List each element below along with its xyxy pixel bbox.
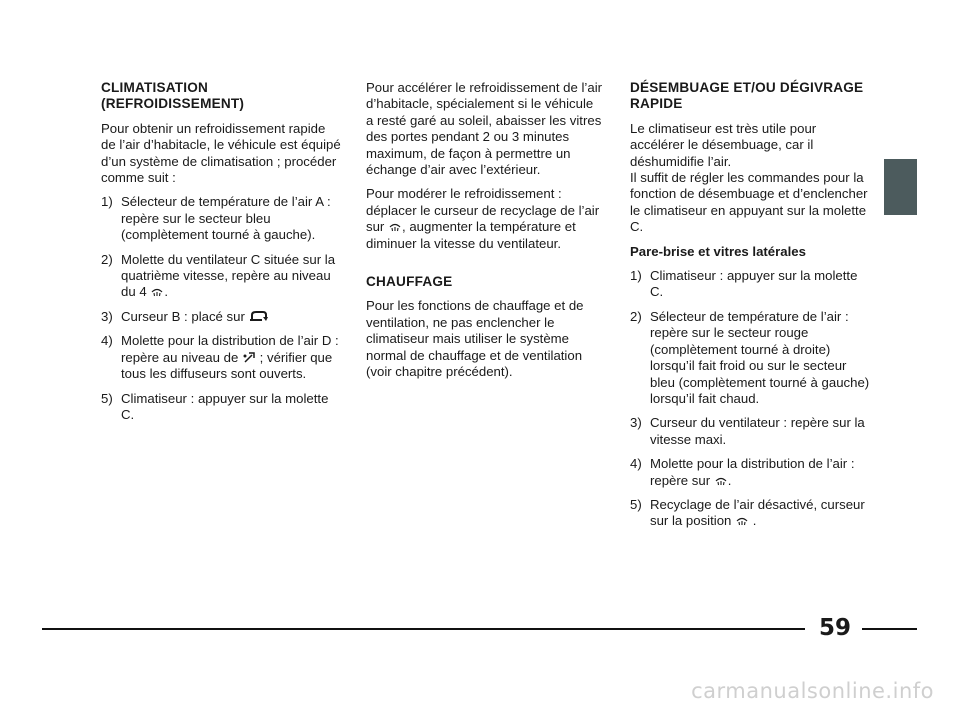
vent-direction-icon — [243, 352, 255, 363]
item-number: 5) — [630, 496, 642, 512]
paragraph-chauffage: Pour les fonctions de chauffage et de ventilation, ne pas enclencher le climatiseur mais utiliser le système normal de chauffage et de ventilation (voir chapitre précédent). — [366, 298, 584, 380]
paragraph-moderer — [366, 186, 602, 252]
item-text-part: Molette pour la distribution de l’air D : repère au niveau de — [121, 333, 339, 365]
list-item — [630, 497, 874, 530]
defrost-icon — [715, 475, 727, 486]
item-text-part: . — [164, 284, 169, 300]
list-item — [101, 309, 341, 325]
item-number: 4) — [101, 333, 113, 349]
footer-rule-right — [862, 628, 917, 630]
paragraph-intro-2: Il suffit de régler les commandes pour la fonction de désembuage et d’enclencher le climatiseur en appuyant sur la molette C. — [630, 170, 868, 235]
defrost-icon — [736, 515, 748, 526]
item-text-part: Molette pour la distribution de l’air : repère sur — [650, 456, 855, 488]
item-number: 1) — [630, 268, 642, 284]
heading-climatisation: CLIMATISATION (REFROIDISSEMENT) — [101, 80, 245, 112]
list-item — [101, 252, 341, 301]
item-text-part: Molette du ventilateur C située sur la quatrième vitesse, repère au niveau du 4 — [121, 251, 336, 300]
item-text — [650, 497, 874, 530]
paragraph-intro: Le climatiseur est très utile pour accélérer le désembuage, car il déshumidifie l’air. — [630, 120, 817, 169]
item-number: 4) — [630, 456, 642, 472]
paragraph-accelerer: Pour accélérer le refroidissement de l’air d’habitacle, spécialement si le véhicule a resté garé au soleil, abaisser les vitres des portes pendant 2 ou 3 minutes maximum, de façon à permettre un échange d’air avec l’extérieur. — [366, 80, 603, 178]
item-text-part: ; vérifier que tous les diffuseurs sont ouverts. — [121, 349, 333, 382]
item-number: 1) — [101, 194, 113, 210]
heading-desembuage: DÉSEMBUAGE ET/OU DÉGIVRAGE RAPIDE — [630, 80, 864, 112]
item-text — [121, 333, 341, 382]
column-desembuage — [630, 80, 874, 538]
list-item — [101, 333, 341, 382]
watermark-text: carmanualsonline.info — [691, 679, 934, 703]
item-text: Sélecteur de température de l’air A : repère sur le secteur bleu (complètement tourné à gauche). — [121, 194, 331, 243]
section-tab-marker — [884, 159, 917, 215]
item-number: 5) — [101, 390, 113, 406]
defrost-icon — [151, 286, 163, 297]
heading-chauffage: CHAUFFAGE — [366, 274, 453, 290]
item-text-part: Recyclage de l’air désactivé, curseur sur la position — [650, 496, 865, 529]
item-number: 2) — [101, 251, 113, 267]
defrost-icon — [389, 221, 401, 232]
item-text: Climatiseur : appuyer sur la molette C. — [121, 390, 329, 422]
item-text: Climatiseur : appuyer sur la molette C. — [650, 268, 858, 300]
list-item — [630, 456, 874, 489]
item-text: Sélecteur de température de l’air : repère sur le secteur rouge (complètement tourné à droite) lorsqu’il fait froid ou sur le secteur bleu (complètement tourné à gauche) lorsqu’il fait chaud. — [650, 308, 870, 406]
item-text — [650, 456, 874, 489]
recirculation-icon — [250, 311, 268, 322]
item-text — [121, 309, 341, 325]
list-item — [630, 309, 874, 407]
item-text: Curseur du ventilateur : repère sur la vitesse maxi. — [650, 415, 865, 447]
list-item — [630, 415, 874, 448]
footer-rule-left — [42, 628, 805, 630]
item-text-part: . — [727, 472, 732, 488]
list-item — [101, 391, 341, 424]
paragraph-intro: Pour obtenir un refroidissement rapide de l’air d’habitacle, le véhicule est équipé d’un système de climatisation ; procéder comme suit : — [101, 120, 341, 186]
list-item — [630, 268, 874, 301]
column-refroidissement-suite — [366, 80, 602, 389]
subheading-pare-brise: Pare-brise et vitres latérales — [630, 243, 806, 259]
item-text-part: . — [749, 513, 757, 529]
item-number: 3) — [630, 415, 642, 431]
paragraph-text-part: , augmenter la température et diminuer la vitesse du ventilateur. — [366, 219, 576, 251]
item-number: 2) — [630, 308, 642, 324]
item-number: 3) — [101, 308, 113, 324]
column-climatisation — [101, 80, 341, 431]
list-item — [101, 194, 341, 243]
spacer — [366, 260, 602, 274]
page-number: 59 — [818, 615, 851, 641]
item-text-part: Curseur B : placé sur — [121, 308, 245, 324]
item-text — [121, 252, 341, 301]
paragraph-text-part: Pour modérer le refroidissement : déplacer le curseur de recyclage de l’air sur — [366, 186, 600, 235]
